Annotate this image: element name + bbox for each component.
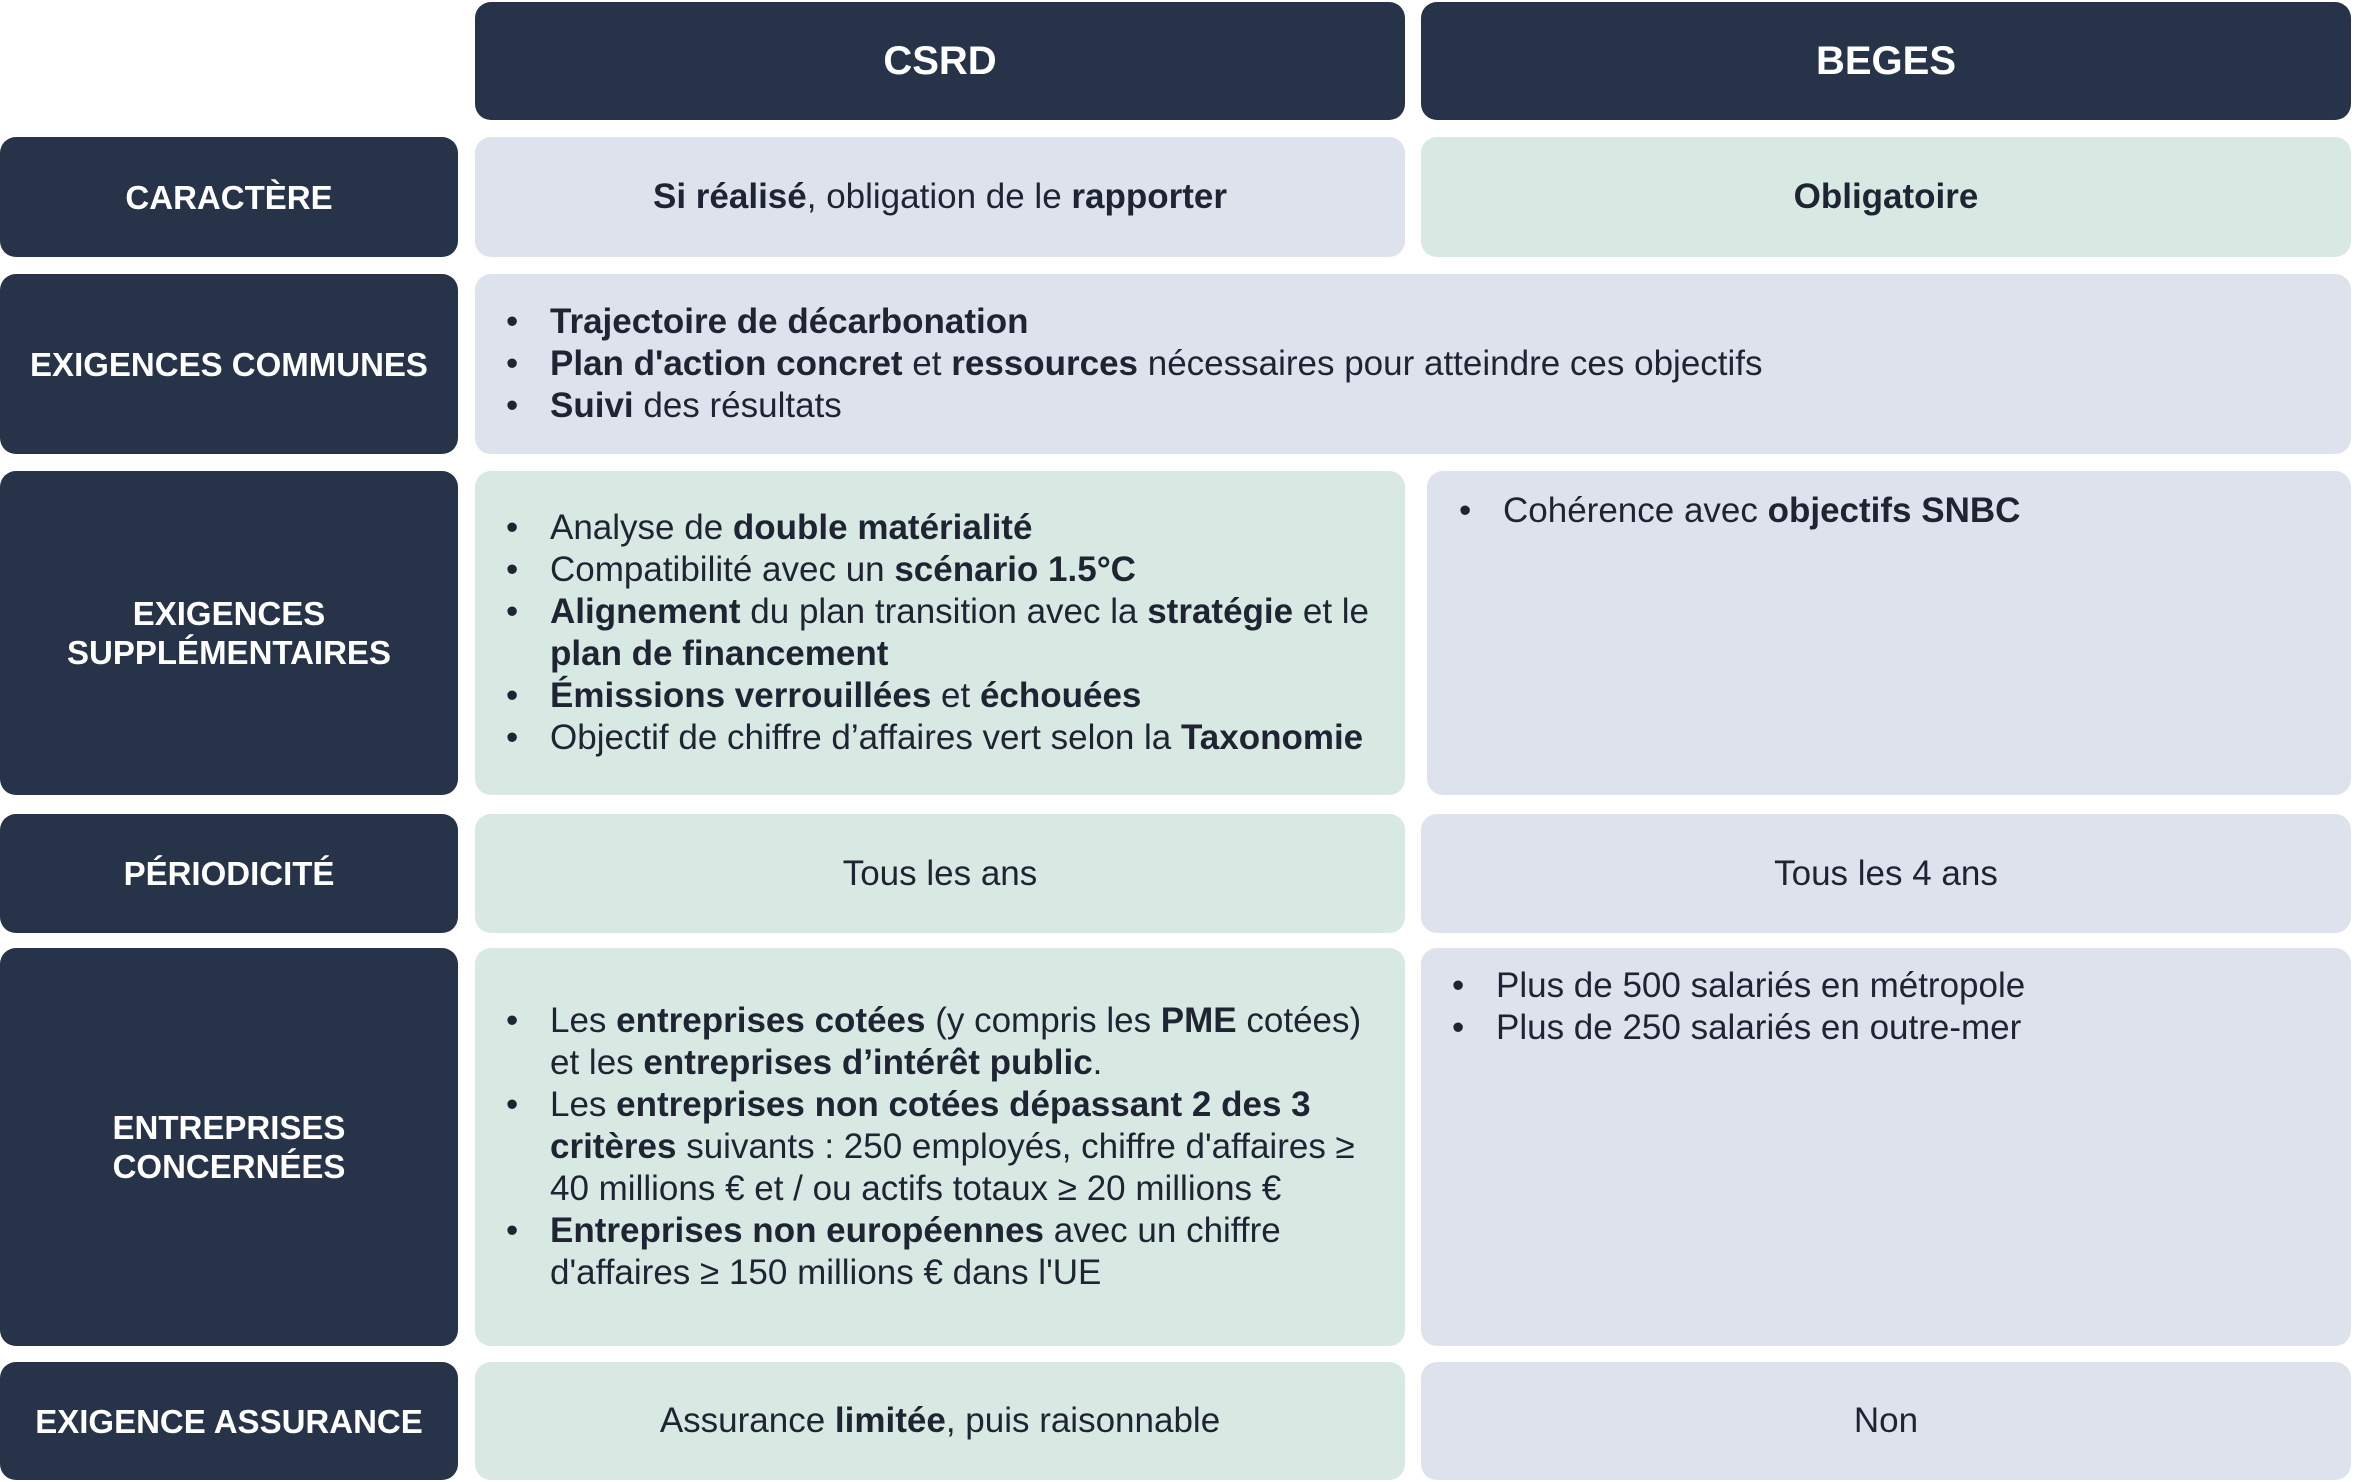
entreprises-csrd-cell xyxy=(475,948,1405,1346)
row-label-exigences-communes: EXIGENCES COMMUNES xyxy=(0,274,458,454)
row-label-exigence-assurance: EXIGENCE ASSURANCE xyxy=(0,1362,458,1480)
column-header-csrd: CSRD xyxy=(475,2,1405,120)
list-item: • Les entreprises cotées (y compris les PME cotées) et les entreprises d’intérêt public. xyxy=(550,1000,1375,1084)
assurance-beges-cell: Non xyxy=(1421,1362,2351,1480)
row-label-exigences-supplementaires: EXIGENCES SUPPLÉMENTAIRES xyxy=(0,471,458,795)
assurance-csrd-cell: Assurance limitée, puis raisonnable xyxy=(475,1362,1405,1480)
list-item: • Analyse de double matérialité xyxy=(550,507,1375,549)
list-item: • Cohérence avec objectifs SNBC xyxy=(1503,490,2020,532)
row-label-entreprises-concernees: ENTREPRISES CONCERNÉES xyxy=(0,948,458,1346)
list-item: • Plus de 250 salariés en outre-mer xyxy=(1496,1007,2025,1049)
list-item: • Plan d'action concret et ressources nécessaires pour atteindre ces objectifs xyxy=(550,343,1763,385)
caractere-csrd-cell: Si réalisé, obligation de le rapporter xyxy=(475,137,1405,257)
row-label-periodicite: PÉRIODICITÉ xyxy=(0,814,458,933)
caractere-beges-cell: Obligatoire xyxy=(1421,137,2351,257)
exigences-communes-list xyxy=(475,301,1763,427)
exigences-supplementaires-beges-list xyxy=(1427,471,2020,532)
list-item: • Émissions verrouillées et échouées xyxy=(550,675,1375,717)
exigences-communes-cell xyxy=(475,274,2351,454)
list-item: • Alignement du plan transition avec la stratégie et le plan de financement xyxy=(550,591,1375,675)
exigences-supplementaires-beges-cell xyxy=(1427,471,2351,795)
entreprises-beges-cell xyxy=(1421,948,2351,1346)
list-item: • Plus de 500 salariés en métropole xyxy=(1496,965,2025,1007)
list-item: • Suivi des résultats xyxy=(550,385,1763,427)
column-header-beges: BEGES xyxy=(1421,2,2351,120)
entreprises-csrd-list xyxy=(475,1000,1405,1294)
list-item: • Entreprises non européennes avec un chiffre d'affaires ≥ 150 millions € dans l'UE xyxy=(550,1210,1375,1294)
entreprises-beges-list xyxy=(1421,948,2025,1049)
list-item: • Trajectoire de décarbonation xyxy=(550,301,1763,343)
list-item: • Les entreprises non cotées dépassant 2 des 3 critères suivants : 250 employés, chiffre d'affaires ≥ 40 millions € et / ou actifs totaux ≥ 20 millions € xyxy=(550,1084,1375,1210)
periodicite-csrd-cell: Tous les ans xyxy=(475,814,1405,933)
list-item: • Objectif de chiffre d’affaires vert selon la Taxonomie xyxy=(550,717,1375,759)
row-label-caractere: CARACTÈRE xyxy=(0,137,458,257)
exigences-supplementaires-csrd-list xyxy=(475,507,1405,759)
periodicite-beges-cell: Tous les 4 ans xyxy=(1421,814,2351,933)
exigences-supplementaires-csrd-cell xyxy=(475,471,1405,795)
list-item: • Compatibilité avec un scénario 1.5°C xyxy=(550,549,1375,591)
